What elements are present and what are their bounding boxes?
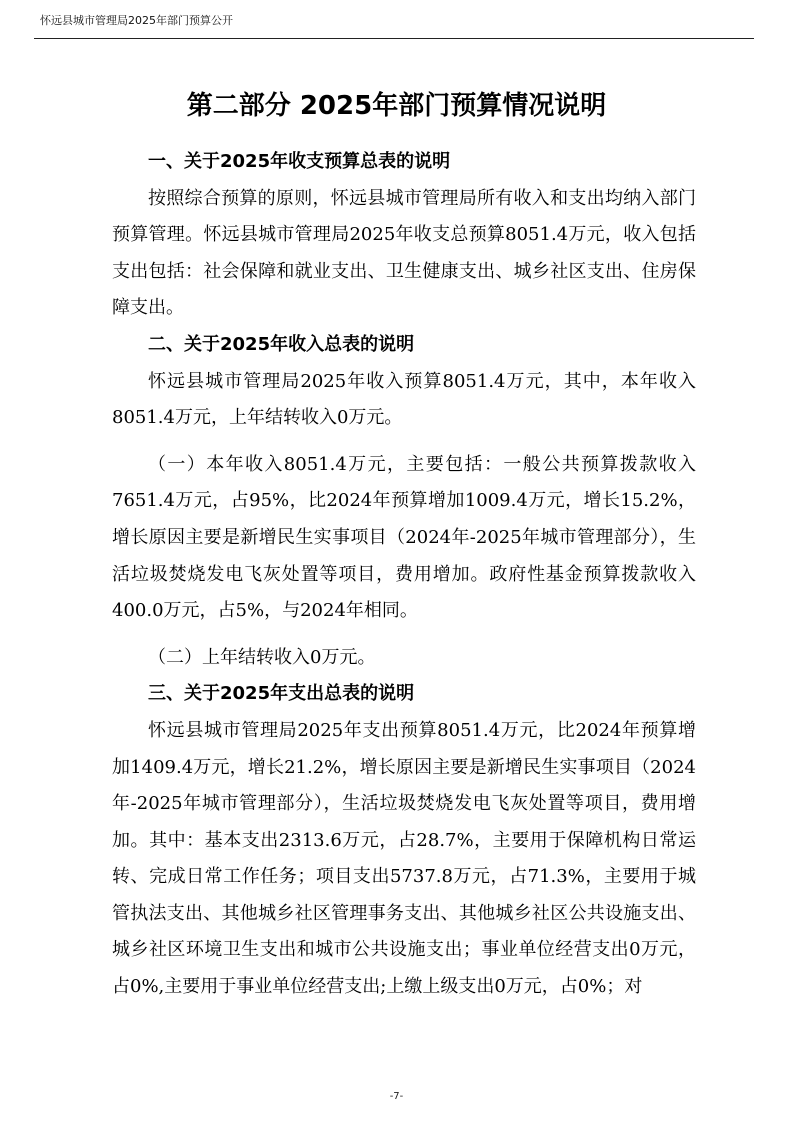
section-2-paragraph-1: 怀远县城市管理局2025年收入预算8051.4万元，其中，本年收入8051.4万元，上年结转收入0万元。 xyxy=(112,370,696,429)
section-3-paragraph-1: 怀远县城市管理局2025年支出预算8051.4万元，比2024年预算增加1409.4万元，增长21.2%，增长原因主要是新增民生实事项目（2024年-2025年城市管理部分），生活垃圾焚烧发电飞灰处置等项目，费用增加。其中：基本支出2313.6万元，占28.7%，主要用于保障机构日常运转、完成日常工作任务；项目支出5737.8万元，占71.3%，主要用于城管执法支出、其他城乡社区管理事务支出、其他城乡社区公共设施支出、城乡社区环境卫生支出和城市公共设施支出；事业单位经营支出0万元，占0%,主要用于事业单位经营支出;上缴上级支出0万元，占0%；对 xyxy=(112,719,696,998)
section-2-paragraph-3: （二）上年结转收入0万元。 xyxy=(148,646,376,668)
section-2-paragraph-2: （一）本年收入8051.4万元，主要包括：一般公共预算拨款收入7651.4万元，占95%，比2024年预算增加1009.4万元，增长15.2%，增长原因主要是新增民生实事项目（2024年-2025年城市管理部分），生活垃圾焚烧发电飞灰处置等项目，费用增加。政府性基金预算拨款收入400.0万元，占5%，与2024年相同。 xyxy=(112,453,696,622)
section-heading-2: 二、关于2025年收入总表的说明 xyxy=(148,333,415,355)
running-header: 怀远县城市管理局2025年部门预算公开 xyxy=(40,14,233,27)
section-heading-3: 三、关于2025年支出总表的说明 xyxy=(148,683,415,705)
section-heading-1: 一、关于2025年收支预算总表的说明 xyxy=(148,151,451,172)
page-title: 第二部分 2025年部门预算情况说明 xyxy=(186,91,607,121)
document-body xyxy=(112,144,696,1006)
header-divider xyxy=(34,38,754,39)
page-number: -7- xyxy=(389,1091,404,1102)
section-1-paragraph-1: 按照综合预算的原则，怀远县城市管理局所有收入和支出均纳入部门预算管理。怀远县城市管理局2025年收支总预算8051.4万元，收入包括支出包括：社会保障和就业支出、卫生健康支出、城乡社区支出、住房保障支出。 xyxy=(112,187,696,319)
